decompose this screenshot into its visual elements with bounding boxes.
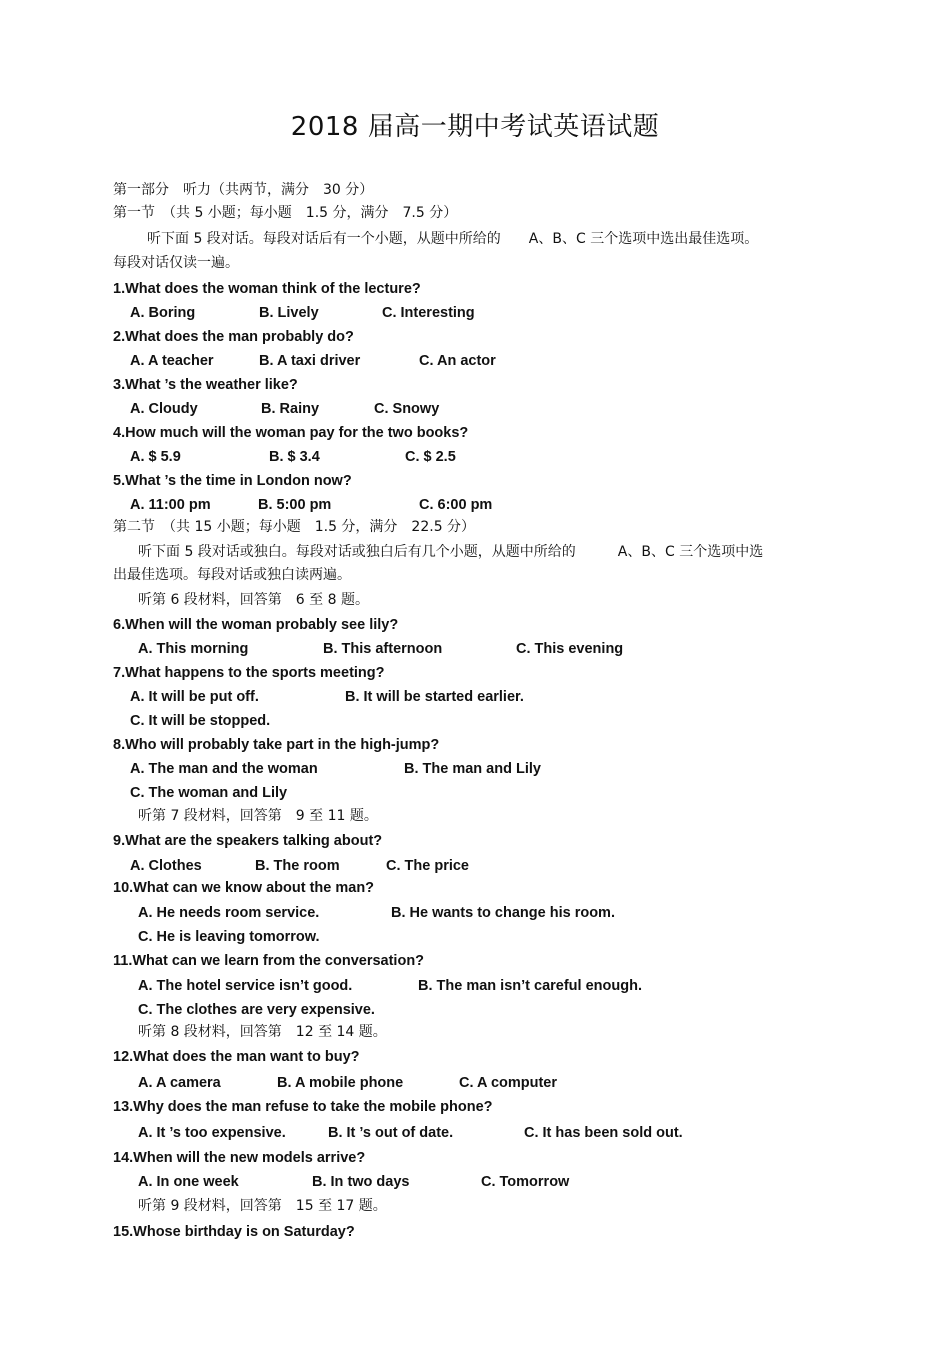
question-8: 8.Who will probably take part in the high-jump? (113, 737, 440, 753)
section2-instructions: 听下面 5 段对话或独白。每段对话或独白后有几个小题，从题中所给的 A、B、C 三个选项中选 (138, 544, 764, 560)
q13-option-c: C. It has been sold out. (524, 1125, 683, 1141)
q8-option-a: A. The man and the woman (130, 761, 318, 777)
q6-option-a: A. This morning (138, 641, 249, 657)
section1-instructions: 听下面 5 段对话。每段对话后有一个小题，从题中所给的 A、B、C 三个选项中选出最佳选项。 (147, 231, 759, 247)
q1-option-a: A. Boring (130, 305, 196, 321)
q11-option-a: A. The hotel service isn’t good. (138, 978, 353, 994)
q6-option-c: C. This evening (516, 641, 624, 657)
q14-option-a: A. In one week (138, 1174, 239, 1190)
question-10: 10.What can we know about the man? (113, 880, 375, 896)
q7-option-b: B. It will be started earlier. (345, 689, 524, 705)
question-1: 1.What does the woman think of the lecture? (113, 281, 421, 297)
section2-heading: 第二节 （共 15 小题；每小题 1.5 分，满分 22.5 分） (113, 519, 476, 535)
q3-option-c: C. Snowy (374, 401, 440, 417)
q10-option-b: B. He wants to change his room. (391, 905, 615, 921)
q11-option-c: C. The clothes are very expensive. (138, 1002, 375, 1018)
q12-option-a: A. A camera (138, 1075, 221, 1091)
part1-heading: 第一部分 听力（共两节，满分 30 分） (113, 182, 374, 198)
material-7-note: 听第 7 段材料，回答第 9 至 11 题。 (138, 808, 378, 824)
question-15: 15.Whose birthday is on Saturday? (113, 1224, 355, 1240)
q14-option-b: B. In two days (312, 1174, 410, 1190)
question-6: 6.When will the woman probably see lily? (113, 617, 399, 633)
q12-option-b: B. A mobile phone (277, 1075, 404, 1091)
q2-option-b: B. A taxi driver (259, 353, 361, 369)
q2-option-c: C. An actor (419, 353, 496, 369)
q3-option-a: A. Cloudy (130, 401, 198, 417)
q7-option-c: C. It will be stopped. (130, 713, 271, 729)
q13-option-b: B. It ’s out of date. (328, 1125, 454, 1141)
question-12: 12.What does the man want to buy? (113, 1049, 360, 1065)
q9-option-a: A. Clothes (130, 858, 202, 874)
material-9-note: 听第 9 段材料，回答第 15 至 17 题。 (138, 1198, 387, 1214)
question-5: 5.What ’s the time in London now? (113, 473, 352, 489)
question-11: 11.What can we learn from the conversation? (113, 953, 425, 969)
page-title: 2018 届高一期中考试英语试题 (290, 112, 660, 142)
q11-option-b: B. The man isn’t careful enough. (418, 978, 642, 994)
q1-option-c: C. Interesting (382, 305, 475, 321)
q5-option-b: B. 5:00 pm (258, 497, 332, 513)
q14-option-c: C. Tomorrow (481, 1174, 570, 1190)
question-14: 14.When will the new models arrive? (113, 1150, 366, 1166)
question-4: 4.How much will the woman pay for the two books? (113, 425, 469, 441)
q4-option-b: B. $ 3.4 (269, 449, 320, 465)
q9-option-b: B. The room (255, 858, 340, 874)
question-2: 2.What does the man probably do? (113, 329, 354, 345)
q5-option-c: C. 6:00 pm (419, 497, 493, 513)
q13-option-a: A. It ’s too expensive. (138, 1125, 286, 1141)
section1-heading: 第一节 （共 5 小题；每小题 1.5 分，满分 7.5 分） (113, 205, 458, 221)
question-13: 13.Why does the man refuse to take the mobile phone? (113, 1099, 493, 1115)
q8-option-c: C. The woman and Lily (130, 785, 288, 801)
material-8-note: 听第 8 段材料，回答第 12 至 14 题。 (138, 1024, 387, 1040)
question-3: 3.What ’s the weather like? (113, 377, 298, 393)
q4-option-c: C. $ 2.5 (405, 449, 456, 465)
question-9: 9.What are the speakers talking about? (113, 833, 383, 849)
material-6-note: 听第 6 段材料，回答第 6 至 8 题。 (138, 592, 369, 608)
q3-option-b: B. Rainy (261, 401, 320, 417)
q7-option-a: A. It will be put off. (130, 689, 259, 705)
q10-option-a: A. He needs room service. (138, 905, 320, 921)
q5-option-a: A. 11:00 pm (130, 497, 211, 513)
q12-option-c: C. A computer (459, 1075, 558, 1091)
section1-instructions-cont: 每段对话仅读一遍。 (113, 255, 239, 271)
q8-option-b: B. The man and Lily (404, 761, 541, 777)
q9-option-c: C. The price (386, 858, 469, 874)
q2-option-a: A. A teacher (130, 353, 214, 369)
q6-option-b: B. This afternoon (323, 641, 443, 657)
question-7: 7.What happens to the sports meeting? (113, 665, 385, 681)
q10-option-c: C. He is leaving tomorrow. (138, 929, 320, 945)
q1-option-b: B. Lively (259, 305, 319, 321)
section2-instructions-cont: 出最佳选项。每段对话或独白读两遍。 (113, 567, 351, 583)
q4-option-a: A. $ 5.9 (130, 449, 181, 465)
